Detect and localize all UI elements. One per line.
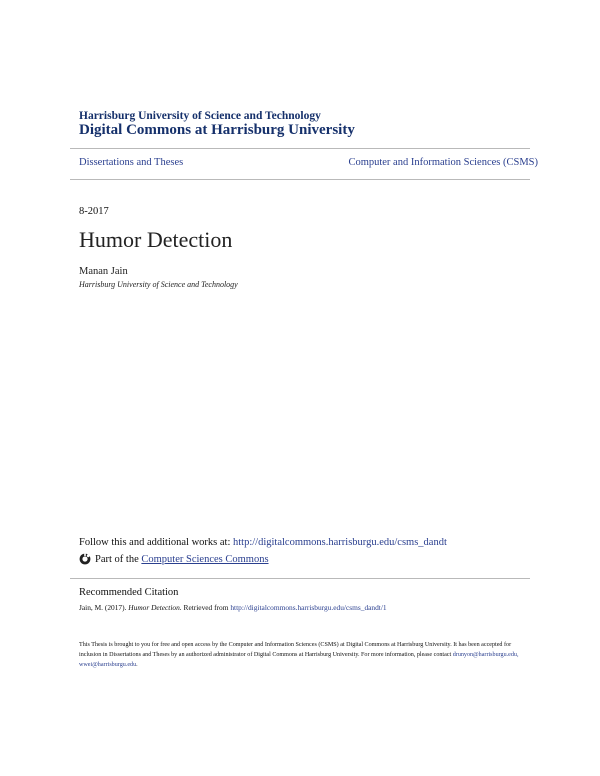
notice-end: .	[136, 662, 138, 668]
network-icon	[79, 553, 91, 565]
publication-date: 8-2017	[79, 206, 109, 217]
citation-url-link[interactable]: http://digitalcommons.harrisburgu.edu/csms_dandt/1	[230, 603, 387, 612]
citation-text	[79, 603, 387, 612]
repository-name[interactable]: Digital Commons at Harrisburg University	[79, 122, 355, 138]
citation-retrieved: Retrieved from	[183, 603, 229, 612]
institution-name[interactable]: Harrisburg University of Science and Technology	[79, 110, 321, 122]
author-affiliation: Harrisburg University of Science and Technology	[79, 280, 238, 289]
part-of-label: Part of the	[95, 553, 139, 565]
part-of-line	[79, 553, 269, 565]
author-name: Manan Jain	[79, 266, 128, 277]
nav-link-dissertations[interactable]: Dissertations and Theses	[79, 157, 184, 168]
citation-title: Humor Detection.	[128, 603, 182, 612]
notice-text: This Thesis is brought to you for free and open access by the Computer and Information Sciences (CSMS) at Digital Commons at Harrisburg University. It has been accepted for inclusion in Dissertations and Theses by an authorized administrator of Digital Commons at Harrisburg University. For more information, please contact	[79, 642, 512, 658]
follow-label: Follow this and additional works at:	[79, 537, 231, 548]
follow-line	[79, 537, 447, 548]
collection-url-link[interactable]: http://digitalcommons.harrisburgu.edu/csms_dandt	[233, 537, 447, 548]
citation-divider	[70, 578, 530, 579]
nav-divider	[70, 179, 530, 180]
contact-email-link[interactable]: drunyon@harrisburgu.edu, wwei@harrisburgu.edu	[79, 652, 519, 668]
citation-prefix: Jain, M. (2017).	[79, 603, 127, 612]
document-title: Humor Detection	[79, 227, 233, 252]
header-divider	[70, 148, 530, 149]
access-notice	[79, 640, 529, 670]
recommended-citation-heading: Recommended Citation	[79, 587, 179, 598]
nav-link-department[interactable]: Computer and Information Sciences (CSMS)	[348, 157, 538, 168]
commons-link[interactable]: Computer Sciences Commons	[141, 553, 269, 565]
